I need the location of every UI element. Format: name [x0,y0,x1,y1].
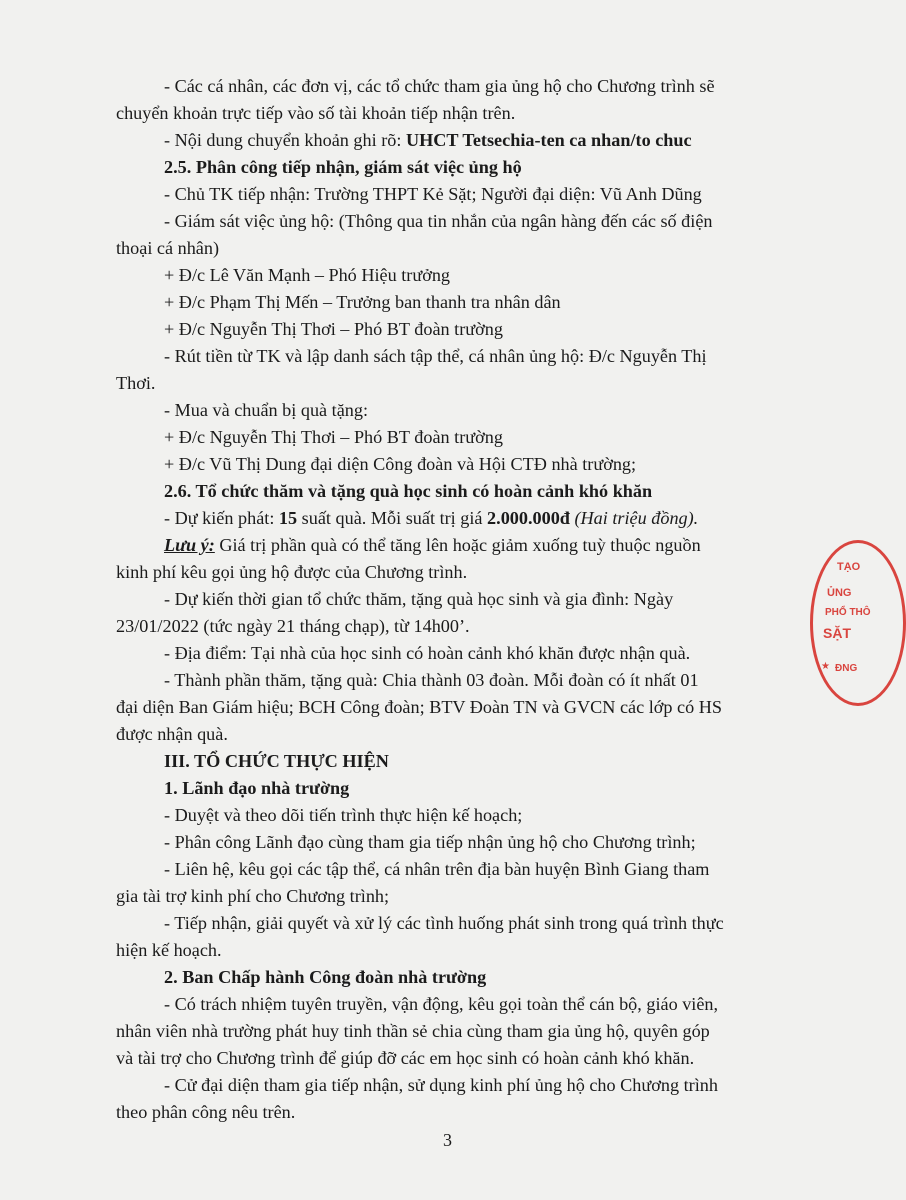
text-line: nhân viên nhà trường phát huy tinh thần sẻ chia cùng tham gia ủng hộ, quyên góp [116,1021,710,1041]
note-line: Lưu ý: Giá trị phần quà có thể tăng lên hoặc giảm xuống tuỳ thuộc nguồn [164,535,701,555]
section-heading-iii: III. TỔ CHỨC THỰC HIỆN [164,751,389,771]
text-line: - Mua và chuẩn bị quà tặng: [164,400,369,420]
text-line: + Đ/c Vũ Thị Dung đại diện Công đoàn và Hội CTĐ nhà trường; [164,454,637,474]
text-line: + Đ/c Nguyễn Thị Thơi – Phó BT đoàn trường [164,319,503,339]
text-line: - Giám sát việc ủng hộ: (Thông qua tin nhắn của ngân hàng đến các số điện [164,211,713,231]
text-line: - Dự kiến phát: 15 suất quà. Mỗi suất trị giá 2.000.000đ (Hai triệu đồng). [164,508,699,528]
red-seal-stamp: TẠO ỦNG PHỔ THÔ SẶT ★ ĐNG [810,540,906,706]
text-line: Thơi. [116,373,156,393]
text-line: - Địa điểm: Tại nhà của học sinh có hoàn cảnh khó khăn được nhận quà. [164,643,691,663]
text-line: - Cử đại diện tham gia tiếp nhận, sử dụng kinh phí ủng hộ cho Chương trình [164,1075,718,1095]
text-line: - Chủ TK tiếp nhận: Trường THPT Kẻ Sặt; Người đại diện: Vũ Anh Dũng [164,184,702,204]
text-line: gia tài trợ kinh phí cho Chương trình; [116,886,390,906]
text-line: kinh phí kêu gọi ủng hộ được của Chương trình. [116,562,468,582]
text-line: thoại cá nhân) [116,238,220,258]
text-line: theo phân công nêu trên. [116,1102,296,1122]
star-icon: ★ [821,661,830,672]
text-line: - Tiếp nhận, giải quyết và xử lý các tình huống phát sinh trong quá trình thực [164,913,724,933]
text-line: - Dự kiến thời gian tổ chức thăm, tặng quà học sinh và gia đình: Ngày [164,589,674,609]
text-line: - Các cá nhân, các đơn vị, các tổ chức tham gia ủng hộ cho Chương trình sẽ [164,76,715,96]
text-line: được nhận quà. [116,724,228,744]
section-heading-2-5: 2.5. Phân công tiếp nhận, giám sát việc ủng hộ [164,157,522,177]
text-line: + Đ/c Phạm Thị Mến – Trưởng ban thanh tra nhân dân [164,292,561,312]
text-line: - Liên hệ, kêu gọi các tập thể, cá nhân trên địa bàn huyện Bình Giang tham [164,859,710,879]
section-heading-2-6: 2.6. Tổ chức thăm và tặng quà học sinh có hoàn cảnh khó khăn [164,481,653,501]
text-line: và tài trợ cho Chương trình để giúp đỡ các em học sinh có hoàn cảnh khó khăn. [116,1048,695,1068]
text-line: + Đ/c Lê Văn Mạnh – Phó Hiệu trưởng [164,265,450,285]
text-line: + Đ/c Nguyễn Thị Thơi – Phó BT đoàn trường [164,427,503,447]
text-line: hiện kế hoạch. [116,940,222,960]
text-line: đại diện Ban Giám hiệu; BCH Công đoàn; BTV Đoàn TN và GVCN các lớp có HS [116,697,723,717]
text-line: - Nội dung chuyển khoản ghi rõ: UHCT Tetsechia-ten ca nhan/to chuc [164,130,692,150]
text-line: 23/01/2022 (tức ngày 21 tháng chạp), từ 14h00’. [116,616,470,636]
text-line: - Duyệt và theo dõi tiến trình thực hiện kế hoạch; [164,805,523,825]
text-line: - Có trách nhiệm tuyên truyền, vận động, kêu gọi toàn thể cán bộ, giáo viên, [164,994,719,1014]
section-heading-2: 2. Ban Chấp hành Công đoàn nhà trường [164,967,487,987]
text-line: chuyển khoản trực tiếp vào số tài khoản tiếp nhận trên. [116,103,516,123]
text-line: - Rút tiền từ TK và lập danh sách tập thể, cá nhân ủng hộ: Đ/c Nguyễn Thị [164,346,707,366]
text-line: - Thành phần thăm, tặng quà: Chia thành 03 đoàn. Mỗi đoàn có ít nhất 01 [164,670,699,690]
text-line: - Phân công Lãnh đạo cùng tham gia tiếp nhận ủng hộ cho Chương trình; [164,832,696,852]
page-number: 3 [443,1130,452,1150]
section-heading-1: 1. Lãnh đạo nhà trường [164,778,350,798]
